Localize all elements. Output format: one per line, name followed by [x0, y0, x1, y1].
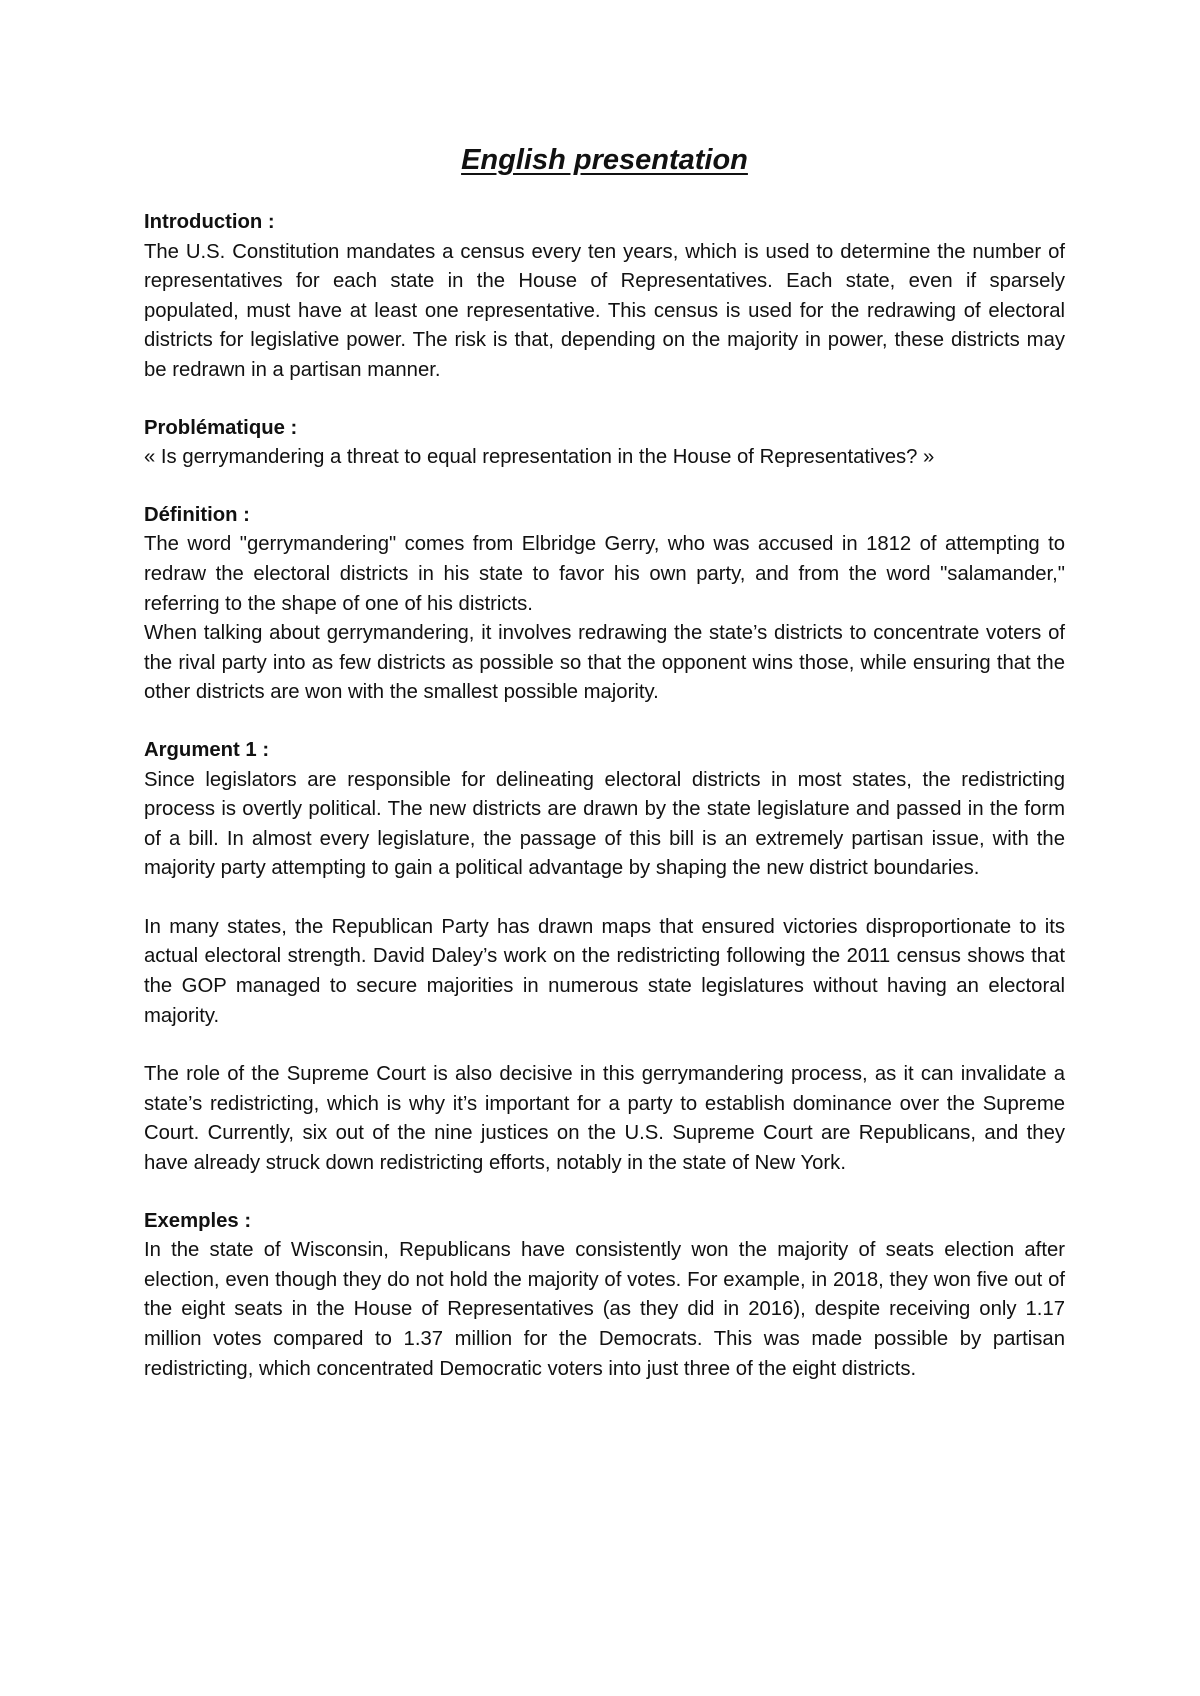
section-heading: Introduction :	[144, 211, 275, 233]
section-introduction	[144, 208, 1065, 386]
paragraph: When talking about gerrymandering, it involves redrawing the state’s districts to concentrate voters of the rival party into as few districts as possible so that the opponent wins those, while ensuring that the other districts are won with the smallest possible majority.	[144, 622, 1065, 704]
paragraph: The U.S. Constitution mandates a census every ten years, which is used to determine the number of representatives for each state in the House of Representatives. Each state, even if sparsely populated, must have at least one representative. This census is used for the redrawing of electoral districts for legislative power. The risk is that, depending on the majority in power, these districts may be redrawn in a partisan manner.	[144, 240, 1065, 381]
section-heading: Argument 1 :	[144, 738, 270, 761]
section-heading: Définition :	[144, 503, 250, 526]
section-argument-1	[144, 736, 1065, 1179]
section-exemples	[144, 1207, 1065, 1385]
document-title: English presentation	[461, 144, 748, 176]
paragraph: In many states, the Republican Party has drawn maps that ensured victories disproportionate to its actual electoral strength. David Daley’s work on the redistricting following the 2011 census shows that the GOP managed to secure majorities in numerous state legislatures without having an electoral majority.	[144, 915, 1065, 1027]
paragraph: Since legislators are responsible for delineating electoral districts in most states, the redistricting process is overtly political. The new districts are drawn by the state legislature and passed in the form of a bill. In almost every legislature, the passage of this bill is an extremely partisan issue, with the majority party attempting to gain a political advantage by shaping the new district boundaries.	[144, 768, 1065, 880]
section-problematique	[144, 414, 1065, 473]
paragraph: « Is gerrymandering a threat to equal representation in the House of Representatives? »	[144, 446, 935, 469]
document-page	[144, 140, 1065, 1412]
paragraph: The role of the Supreme Court is also decisive in this gerrymandering process, as it can invalidate a state’s redistricting, which is why it’s important for a party to establish dominance over the Supreme Court. Currently, six out of the nine justices on the U.S. Supreme Court are Republicans, and they have already struck down redistricting efforts, notably in the state of New York.	[144, 1063, 1065, 1175]
section-definition	[144, 501, 1065, 708]
section-heading: Problématique :	[144, 416, 298, 439]
section-heading: Exemples :	[144, 1209, 252, 1232]
paragraph: The word "gerrymandering" comes from Elbridge Gerry, who was accused in 1812 of attempting to redraw the electoral districts in his state to favor his own party, and from the word "salamander," referring to the shape of one of his districts.	[144, 533, 1065, 615]
paragraph: In the state of Wisconsin, Republicans have consistently won the majority of seats election after election, even though they do not hold the majority of votes. For example, in 2018, they won five out of the eight seats in the House of Representatives (as they did in 2016), despite receiving only 1.17 million votes compared to 1.37 million for the Democrats. This was made possible by partisan redistricting, which concentrated Democratic voters into just three of the eight districts.	[144, 1239, 1065, 1380]
